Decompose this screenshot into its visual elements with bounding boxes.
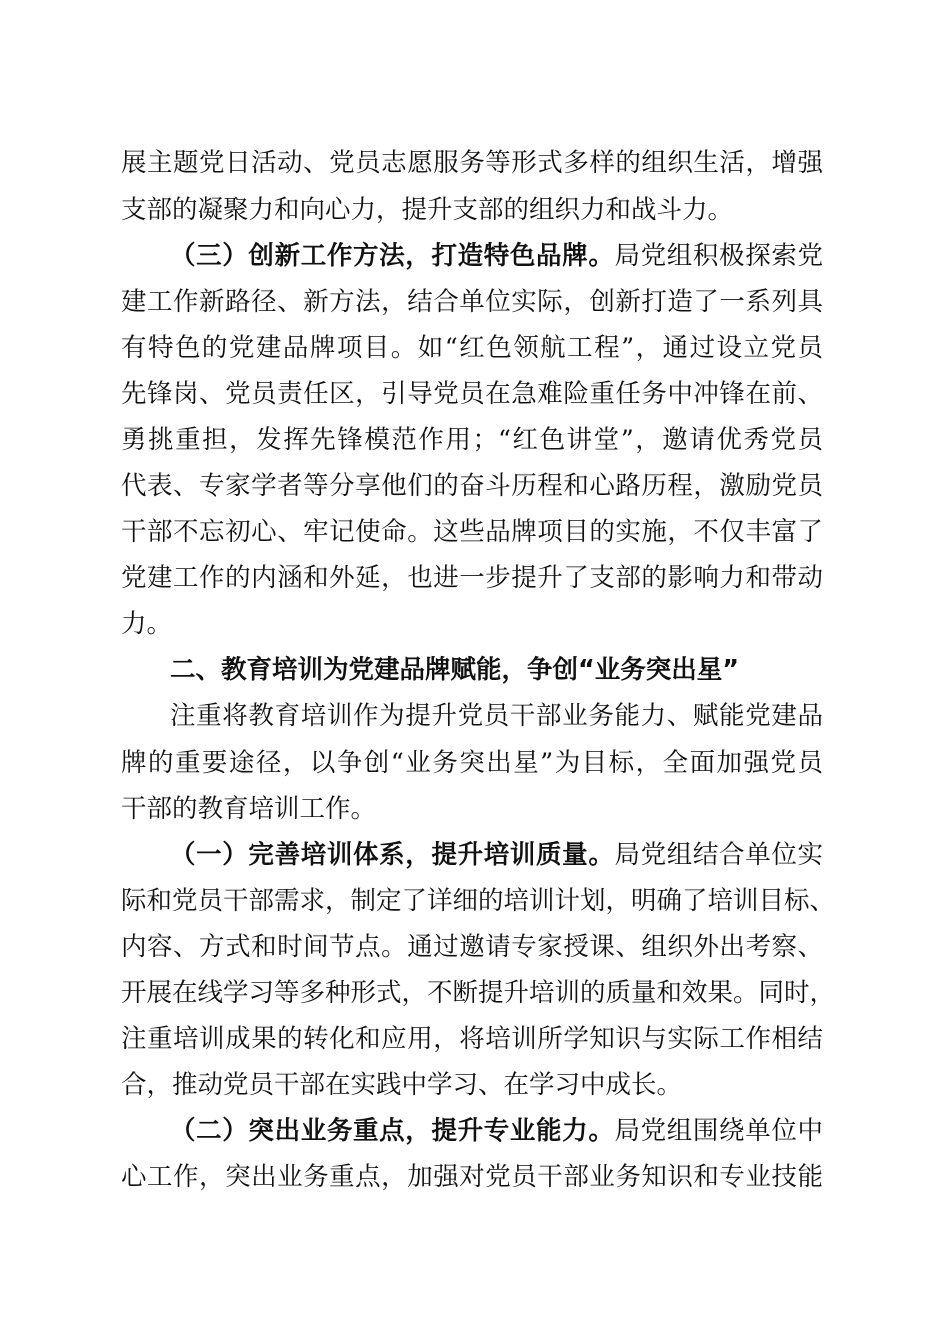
text-line: 干部不忘初心、牢记使命。这些品牌项目的实施，不仅丰富了 (121, 517, 823, 547)
subsection-title: （二）突出业务重点，提升专业能力。 (170, 1116, 615, 1146)
text-line: 注重将教育培训作为提升党员干部业务能力、赋能党建品 (170, 701, 823, 731)
text-span: 局党组积极探索党 (614, 241, 823, 271)
text-line: 支部的凝聚力和向心力，提升支部的组织力和战斗力。 (121, 195, 734, 225)
text-line: 代表、专家学者等分享他们的奋斗历程和心路历程，激励党员 (121, 471, 823, 501)
text-line: 力。 (121, 609, 173, 639)
section-heading: 二、教育培训为党建品牌赋能，争创“业务突出星” (170, 655, 740, 685)
text-line: 牌的重要途径，以争创“业务突出星”为目标，全面加强党员 (121, 748, 823, 778)
text-line: 心工作，突出业务重点，加强对党员干部业务知识和专业技能 (121, 1162, 823, 1192)
subsection-line (170, 1105, 823, 1157)
text-line: 党建工作的内涵和外延，也进一步提升了支部的影响力和带动 (121, 563, 823, 593)
text-line: 展主题党日活动、党员志愿服务等形式多样的组织生活，增强 (121, 148, 823, 178)
text-span: 局党组结合单位实 (614, 840, 823, 870)
text-line: 干部的教育培训工作。 (121, 794, 377, 824)
subsection-title: （一）完善培训体系，提升培训质量。 (170, 840, 615, 870)
subsection-line (170, 829, 823, 881)
subsection-title: （三）创新工作方法，打造特色品牌。 (170, 241, 615, 271)
text-line: 合，推动党员干部在实践中学习、在学习中成长。 (121, 1070, 683, 1100)
text-line: 有特色的党建品牌项目。如“红色领航工程”，通过设立党员 (121, 333, 823, 363)
text-line: 建工作新路径、新方法，结合单位实际，创新打造了一系列具 (121, 287, 823, 317)
text-line: 勇挑重担，发挥先锋模范作用；“红色讲堂”，邀请优秀党员 (121, 425, 823, 455)
text-line: 开展在线学习等多种形式，不断提升培训的质量和效果。同时， (121, 978, 836, 1008)
text-line: 先锋岗、党员责任区，引导党员在急难险重任务中冲锋在前、 (121, 379, 823, 409)
subsection-line (170, 230, 823, 282)
text-span: 局党组围绕单位中 (614, 1116, 823, 1146)
text-line: 内容、方式和时间节点。通过邀请专家授课、组织外出考察、 (121, 932, 823, 962)
text-line: 际和党员干部需求，制定了详细的培训计划，明确了培训目标、 (121, 886, 836, 916)
text-line: 注重培训成果的转化和应用，将培训所学知识与实际工作相结 (121, 1024, 823, 1054)
